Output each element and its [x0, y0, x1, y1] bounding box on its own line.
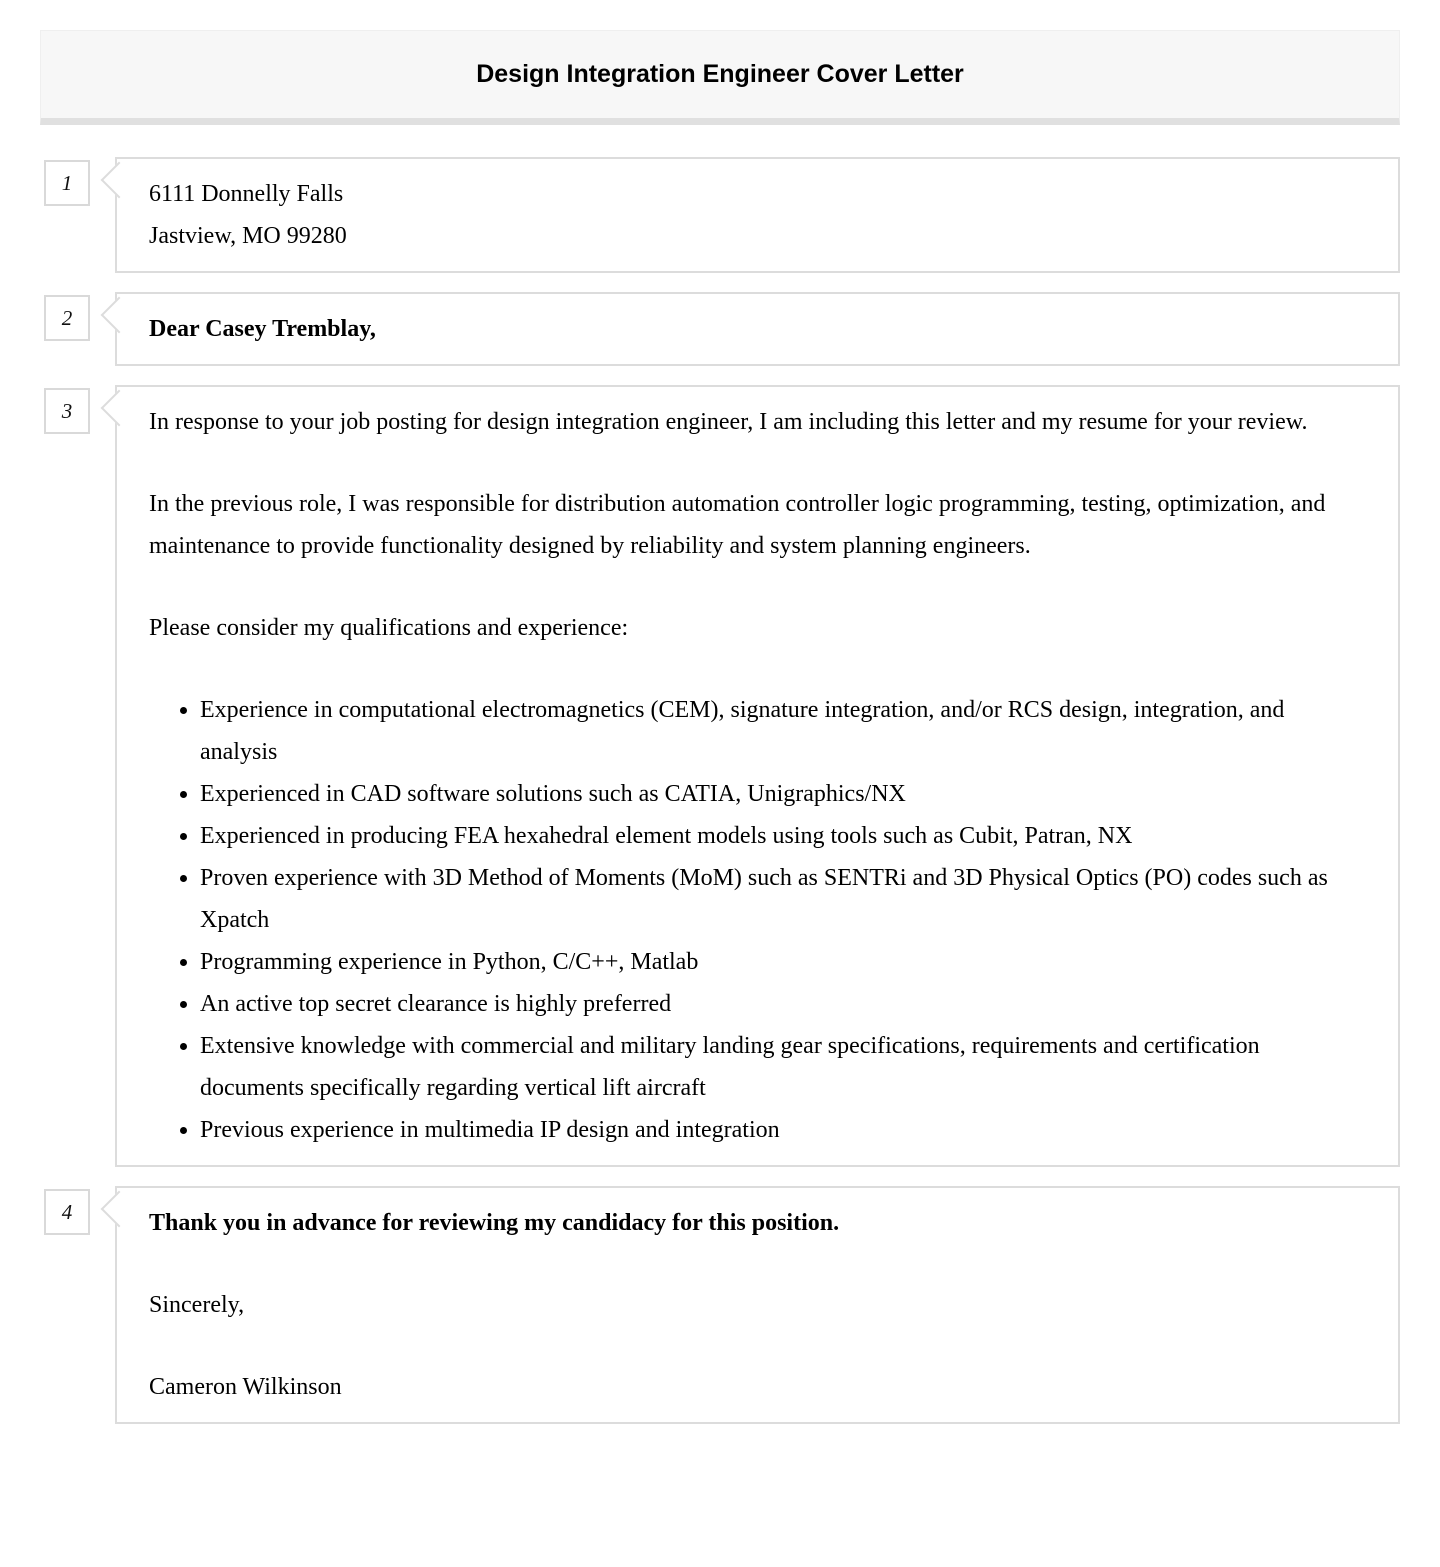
address-line-2: Jastview, MO 99280	[149, 223, 347, 249]
main-body-box	[115, 385, 1400, 1167]
section-number-2: 2	[61, 305, 73, 330]
closing-signature: Cameron Wilkinson	[149, 1374, 342, 1400]
section-number-badge-1	[44, 160, 90, 206]
salutation-box	[115, 292, 1400, 366]
body-paragraph-2: In the previous role, I was responsible for distribution automation controller logic programming, testing, optimization, and maintenance to provide functionality designed by reliability and system planning engineers.	[149, 491, 1326, 559]
closing-thanks: Thank you in advance for reviewing my candidacy for this position.	[149, 1210, 840, 1236]
document-header	[40, 30, 1400, 125]
qualification-item: • Proven experience with 3D Method of Moments (MoM) such as SENTRi and 3D Physical Optics (PO) codes such as Xpatch	[200, 857, 1366, 941]
section-closing	[44, 1186, 1400, 1424]
section-salutation	[44, 292, 1400, 366]
qualification-item: • Experienced in CAD software solutions such as CATIA, Unigraphics/NX	[200, 773, 1366, 815]
qualification-item: • Previous experience in multimedia IP design and integration	[200, 1109, 1366, 1151]
qualifications-list	[149, 689, 1366, 1151]
section-number-4: 4	[61, 1199, 73, 1224]
section-number-badge-2	[44, 295, 90, 341]
address-line-1: 6111 Donnelly Falls	[149, 181, 344, 207]
section-main-body	[44, 385, 1400, 1167]
body-paragraph-1: In response to your job posting for design integration engineer, I am including this letter and my resume for your review.	[149, 409, 1308, 435]
closing-box	[115, 1186, 1400, 1424]
closing-signoff: Sincerely,	[149, 1292, 245, 1318]
qualification-item: • Programming experience in Python, C/C++, Matlab	[200, 941, 1366, 983]
section-number-badge-3	[44, 388, 90, 434]
page-title: Design Integration Engineer Cover Letter	[476, 60, 964, 88]
qualification-item: • Extensive knowledge with commercial and military landing gear specifications, requirements and certification documents specifically regarding vertical lift aircraft	[200, 1025, 1366, 1109]
letter-body	[0, 157, 1440, 1424]
section-address	[44, 157, 1400, 273]
section-number-badge-4	[44, 1189, 90, 1235]
qualification-item: • Experience in computational electromagnetics (CEM), signature integration, and/or RCS design, integration, and analysis	[200, 689, 1366, 773]
section-number-1: 1	[61, 170, 73, 195]
qualification-item: • An active top secret clearance is highly preferred	[200, 983, 1366, 1025]
address-box	[115, 157, 1400, 273]
body-paragraph-3: Please consider my qualifications and experience:	[149, 615, 629, 641]
salutation-text: Dear Casey Tremblay,	[149, 316, 376, 342]
qualification-item: • Experienced in producing FEA hexahedral element models using tools such as Cubit, Patran, NX	[200, 815, 1366, 857]
section-number-3: 3	[61, 398, 73, 423]
